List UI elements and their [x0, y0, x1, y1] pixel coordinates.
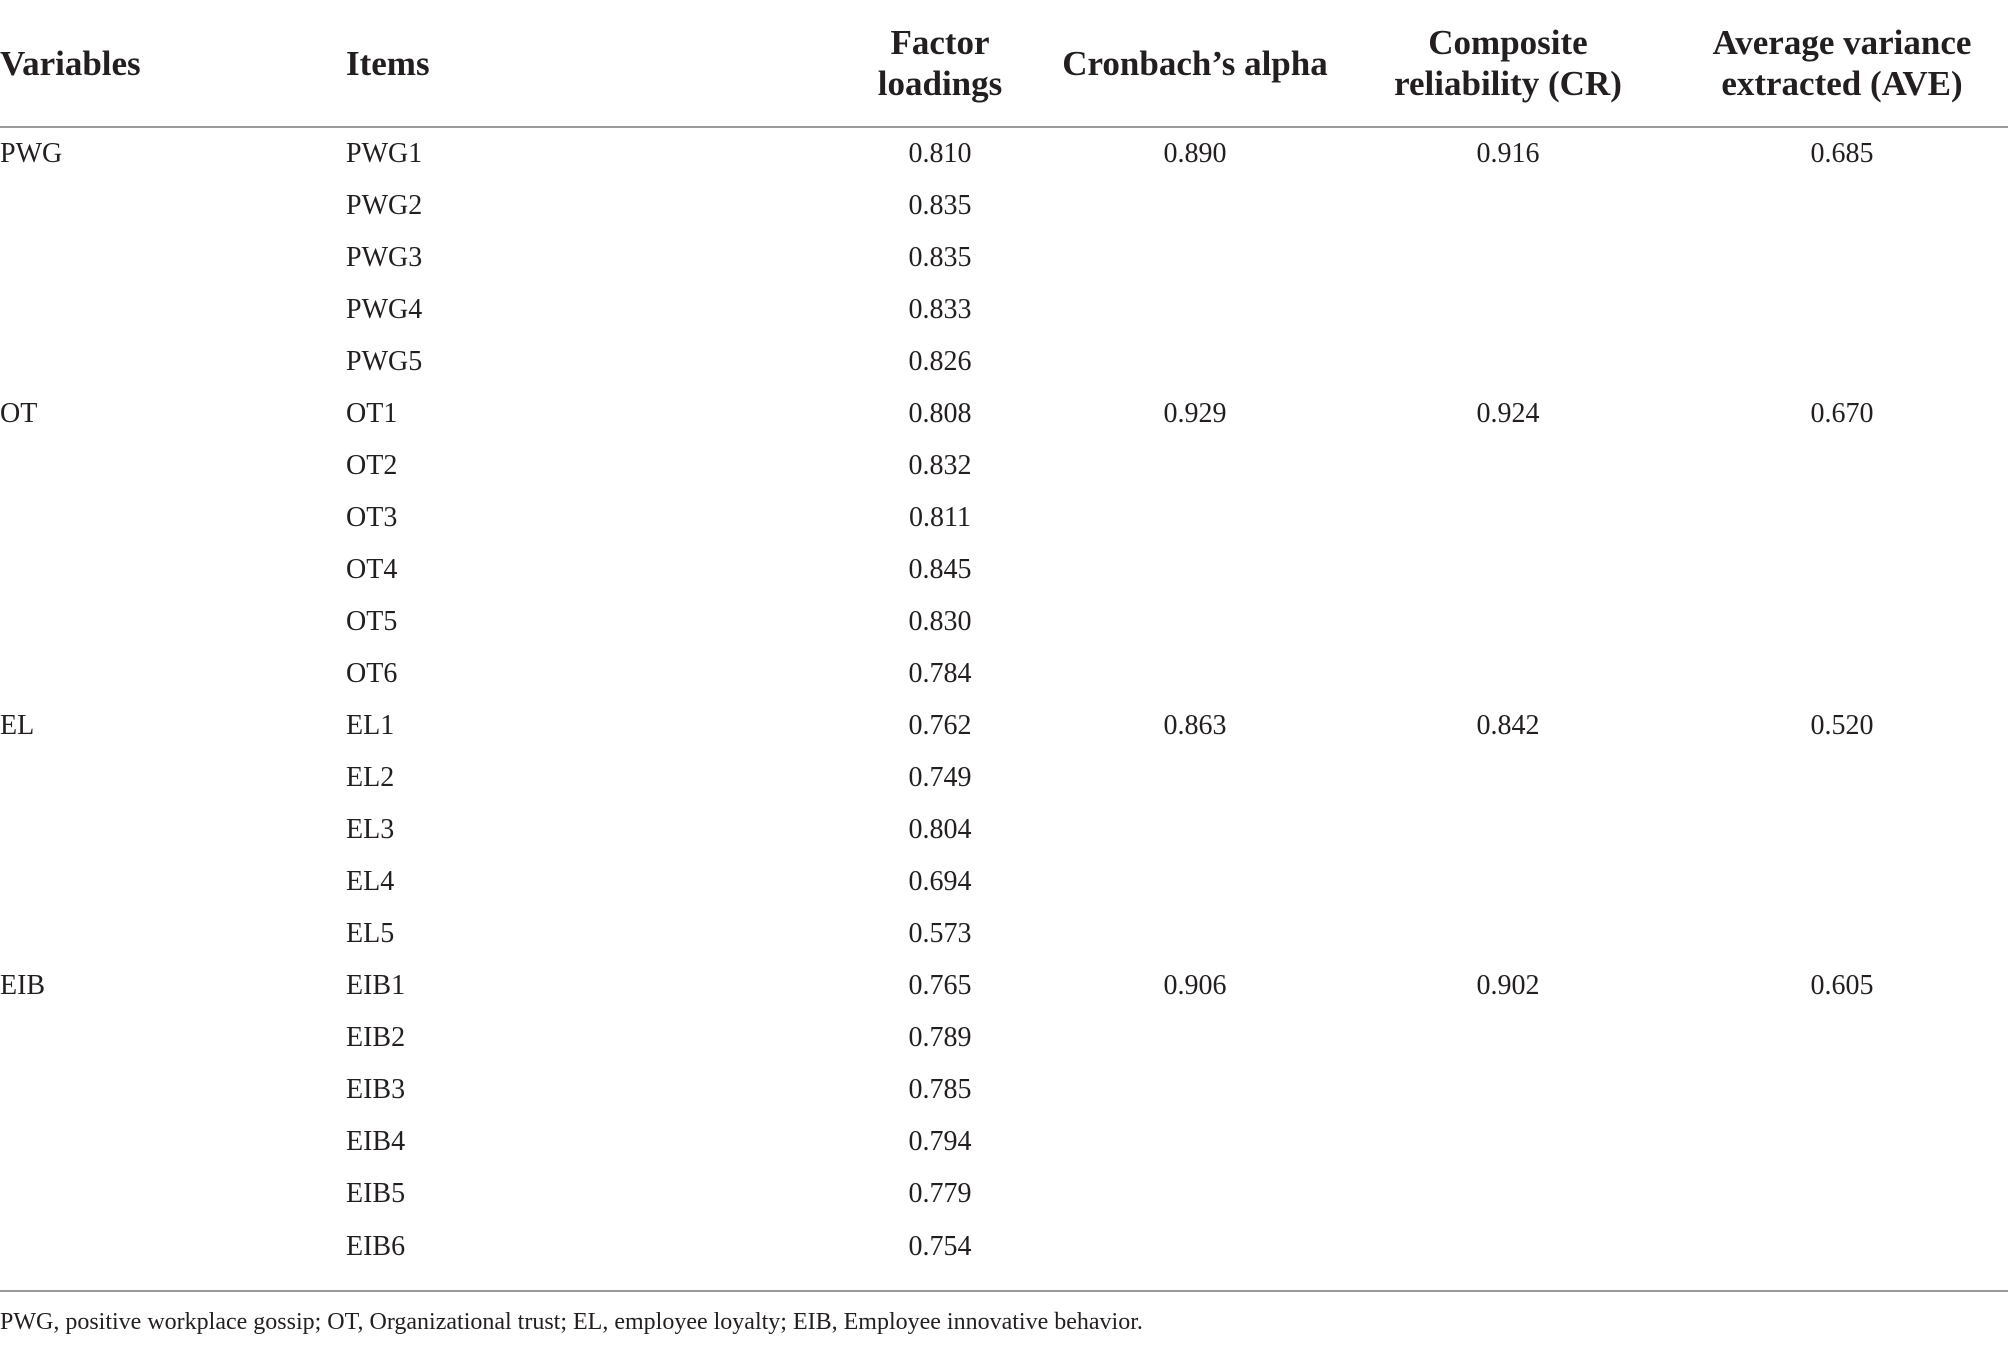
cell-variable [0, 648, 346, 700]
cell-variable [0, 544, 346, 596]
cell-cronbach-alpha: 0.890 [1163, 138, 1227, 169]
table-row [0, 492, 2008, 544]
header-items: Items [346, 0, 830, 127]
table-row [0, 1220, 2008, 1274]
cell-composite-reliability [1340, 1220, 1676, 1274]
cell-item: EIB2 [346, 1022, 406, 1053]
header-cronbach-alpha: Cronbach’s alpha [1050, 0, 1340, 127]
cell-ave [1676, 752, 2008, 804]
table-row [0, 284, 2008, 336]
cell-cronbach-alpha [1050, 596, 1340, 648]
cell-item: PWG5 [346, 346, 423, 377]
table-row [0, 544, 2008, 596]
cell-variable: OT [0, 398, 38, 429]
table-row [0, 648, 2008, 700]
cell-cronbach-alpha [1050, 284, 1340, 336]
cell-variable [0, 1116, 346, 1168]
table-row [0, 388, 2008, 440]
table-row [0, 596, 2008, 648]
table-footnote: PWG, positive workplace gossip; OT, Organizational trust; EL, employee loyalty; EIB, Employee innovative behavior. [0, 1309, 1143, 1335]
cell-factor-loading: 0.694 [908, 866, 972, 897]
cell-variable [0, 284, 346, 336]
cell-factor-loading: 0.808 [908, 398, 972, 429]
cell-variable [0, 336, 346, 388]
cell-variable [0, 492, 346, 544]
cell-item: EIB4 [346, 1126, 406, 1157]
table-row [0, 700, 2008, 752]
cell-cronbach-alpha [1050, 752, 1340, 804]
cell-cronbach-alpha [1050, 492, 1340, 544]
table-row [0, 232, 2008, 284]
cell-cronbach-alpha [1050, 336, 1340, 388]
table-row [0, 180, 2008, 232]
cell-factor-loading: 0.835 [908, 242, 972, 273]
cell-item: EIB6 [346, 1231, 406, 1262]
cell-factor-loading: 0.845 [908, 554, 972, 585]
cell-variable [0, 440, 346, 492]
cell-ave: 0.605 [1810, 970, 1874, 1001]
table-row [0, 336, 2008, 388]
cell-factor-loading: 0.754 [908, 1231, 972, 1262]
cell-ave [1676, 856, 2008, 908]
cell-factor-loading: 0.826 [908, 346, 972, 377]
header-cr-line2: reliability (CR) [1394, 64, 1622, 103]
cell-ave [1676, 1064, 2008, 1116]
cell-item: PWG2 [346, 190, 423, 221]
cell-ave [1676, 804, 2008, 856]
cell-cronbach-alpha [1050, 544, 1340, 596]
cell-item: EIB5 [346, 1178, 406, 1209]
cell-ave [1676, 284, 2008, 336]
cell-factor-loading: 0.804 [908, 814, 972, 845]
cell-composite-reliability [1340, 908, 1676, 960]
cell-cronbach-alpha [1050, 1116, 1340, 1168]
cell-factor-loading: 0.835 [908, 190, 972, 221]
cell-composite-reliability [1340, 284, 1676, 336]
cell-cronbach-alpha: 0.863 [1163, 710, 1227, 741]
header-factor-loadings: Factor loadings [830, 0, 1050, 127]
header-composite-reliability [1340, 0, 1676, 127]
cell-cronbach-alpha [1050, 1220, 1340, 1274]
cell-variable [0, 752, 346, 804]
cell-item: EL2 [346, 762, 395, 793]
cell-ave [1676, 492, 2008, 544]
cell-item: OT5 [346, 606, 398, 637]
cell-cronbach-alpha [1050, 804, 1340, 856]
cell-ave [1676, 1116, 2008, 1168]
cell-composite-reliability [1340, 648, 1676, 700]
table-bottom-rule [0, 1290, 2008, 1292]
cell-item: EL5 [346, 918, 395, 949]
cell-variable [0, 180, 346, 232]
cell-item: PWG3 [346, 242, 423, 273]
cell-composite-reliability [1340, 180, 1676, 232]
cell-item: OT4 [346, 554, 398, 585]
cell-item: PWG4 [346, 294, 423, 325]
cell-cronbach-alpha [1050, 1064, 1340, 1116]
cell-composite-reliability [1340, 492, 1676, 544]
cell-factor-loading: 0.832 [908, 450, 972, 481]
table-row [0, 1012, 2008, 1064]
table-row [0, 127, 2008, 180]
cell-composite-reliability: 0.902 [1476, 970, 1540, 1001]
table-body [0, 127, 2008, 1274]
cell-variable [0, 856, 346, 908]
cell-factor-loading: 0.749 [908, 762, 972, 793]
cell-variable [0, 804, 346, 856]
table-row [0, 856, 2008, 908]
cell-variable [0, 1168, 346, 1220]
cell-variable [0, 908, 346, 960]
cell-variable: PWG [0, 138, 63, 169]
cell-item: OT3 [346, 502, 398, 533]
cell-factor-loading: 0.784 [908, 658, 972, 689]
table-header [0, 0, 2008, 127]
cell-ave [1676, 544, 2008, 596]
cell-cronbach-alpha [1050, 1012, 1340, 1064]
header-variables: Variables [0, 0, 346, 127]
cell-ave: 0.520 [1810, 710, 1874, 741]
cell-ave [1676, 908, 2008, 960]
cell-variable [0, 1012, 346, 1064]
header-ave [1676, 0, 2008, 127]
cell-cronbach-alpha: 0.929 [1163, 398, 1227, 429]
cell-variable [0, 1064, 346, 1116]
cell-composite-reliability [1340, 804, 1676, 856]
cell-composite-reliability [1340, 1012, 1676, 1064]
header-ave-line1: Average variance [1712, 23, 1972, 62]
cell-factor-loading: 0.810 [908, 138, 972, 169]
table-row [0, 804, 2008, 856]
cell-cronbach-alpha [1050, 856, 1340, 908]
cell-ave [1676, 1168, 2008, 1220]
table-row [0, 960, 2008, 1012]
cell-factor-loading: 0.762 [908, 710, 972, 741]
cell-composite-reliability [1340, 1116, 1676, 1168]
table-row [0, 1168, 2008, 1220]
cell-item: OT2 [346, 450, 398, 481]
cell-ave [1676, 1220, 2008, 1274]
cell-variable: EIB [0, 970, 46, 1001]
cell-ave [1676, 648, 2008, 700]
cell-cronbach-alpha [1050, 648, 1340, 700]
cell-item: EL1 [346, 710, 395, 741]
cell-composite-reliability [1340, 856, 1676, 908]
cell-variable [0, 596, 346, 648]
cell-factor-loading: 0.789 [908, 1022, 972, 1053]
cell-factor-loading: 0.785 [908, 1074, 972, 1105]
cell-cronbach-alpha [1050, 232, 1340, 284]
cell-composite-reliability [1340, 336, 1676, 388]
cell-variable [0, 232, 346, 284]
cell-composite-reliability [1340, 440, 1676, 492]
cell-ave: 0.685 [1810, 138, 1874, 169]
cell-ave [1676, 232, 2008, 284]
table-row [0, 1064, 2008, 1116]
cell-item: OT6 [346, 658, 398, 689]
cell-composite-reliability [1340, 1168, 1676, 1220]
cell-item: EIB3 [346, 1074, 406, 1105]
cell-composite-reliability [1340, 752, 1676, 804]
cell-cronbach-alpha [1050, 440, 1340, 492]
cell-composite-reliability [1340, 232, 1676, 284]
cell-ave [1676, 336, 2008, 388]
cell-item: EIB1 [346, 970, 406, 1001]
header-row [0, 0, 2008, 127]
cell-composite-reliability: 0.916 [1476, 138, 1540, 169]
table-row [0, 908, 2008, 960]
cell-ave: 0.670 [1810, 398, 1874, 429]
cell-ave [1676, 1012, 2008, 1064]
cell-cronbach-alpha [1050, 908, 1340, 960]
cell-item: PWG1 [346, 138, 423, 169]
table-row [0, 752, 2008, 804]
cell-composite-reliability: 0.842 [1476, 710, 1540, 741]
cell-factor-loading: 0.833 [908, 294, 972, 325]
cell-factor-loading: 0.779 [908, 1178, 972, 1209]
cell-ave [1676, 180, 2008, 232]
cell-composite-reliability [1340, 1064, 1676, 1116]
cell-variable: EL [0, 710, 35, 741]
cell-factor-loading: 0.794 [908, 1126, 972, 1157]
cell-factor-loading: 0.765 [908, 970, 972, 1001]
cell-item: EL3 [346, 814, 395, 845]
cell-ave [1676, 596, 2008, 648]
cell-composite-reliability: 0.924 [1476, 398, 1540, 429]
cell-item: OT1 [346, 398, 398, 429]
cell-factor-loading: 0.830 [908, 606, 972, 637]
table-row [0, 1116, 2008, 1168]
cell-composite-reliability [1340, 596, 1676, 648]
header-cr-line1: Composite [1428, 23, 1588, 62]
header-ave-line2: extracted (AVE) [1721, 64, 1963, 103]
cell-cronbach-alpha [1050, 1168, 1340, 1220]
table-row [0, 440, 2008, 492]
cell-item: EL4 [346, 866, 395, 897]
cell-variable [0, 1220, 346, 1274]
cell-ave [1676, 440, 2008, 492]
cell-factor-loading: 0.573 [908, 918, 972, 949]
cell-cronbach-alpha [1050, 180, 1340, 232]
cell-factor-loading: 0.811 [909, 502, 971, 533]
cell-composite-reliability [1340, 544, 1676, 596]
cell-cronbach-alpha: 0.906 [1163, 970, 1227, 1001]
